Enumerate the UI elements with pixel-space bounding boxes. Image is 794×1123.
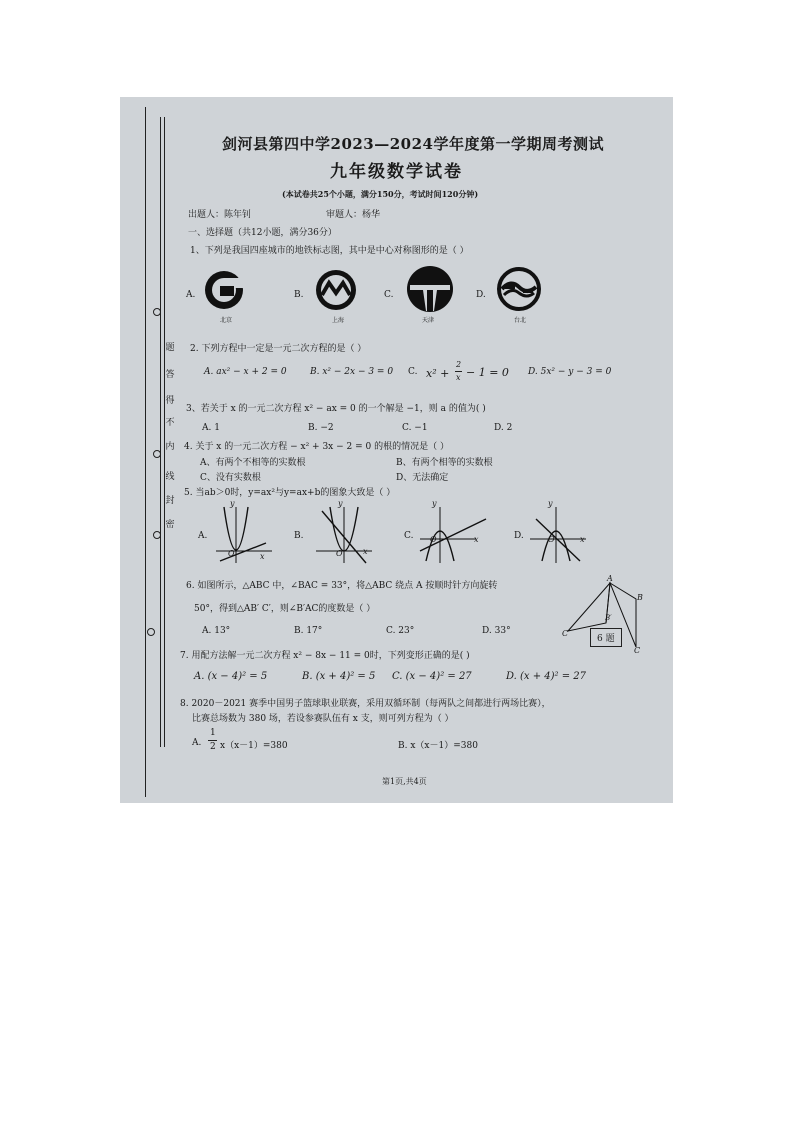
section-title: 一、选择题（共12小题，满分36分） <box>188 228 337 238</box>
q1-caption-tianjin: 天津 <box>422 317 435 324</box>
exam-title: 九年级数学试卷 <box>330 162 463 182</box>
q2-option-c-num: 2 <box>456 360 462 369</box>
q5-d-origin: O <box>548 535 555 544</box>
q6-point-c-prime: C′ <box>562 629 570 638</box>
q6-option-c: C. 23° <box>386 626 415 636</box>
q3-option-c: C. −1 <box>402 423 428 433</box>
binding-char: 不 <box>165 418 175 428</box>
exam-paper <box>120 97 673 803</box>
q5-c-x-label: x <box>474 535 479 544</box>
binding-dashed-line <box>164 117 165 747</box>
q7-option-d: D. (x + 4)² = 27 <box>506 671 587 682</box>
q5-a-x-label: x <box>260 552 265 561</box>
binding-char: 得 <box>165 396 175 406</box>
q7-option-c: C. (x − 4)² = 27 <box>392 671 472 682</box>
q8-option-a-den: 2 <box>210 742 216 752</box>
fraction-bar <box>455 371 462 372</box>
q5-d-x-label: x <box>580 535 585 544</box>
binding-char: 题 <box>165 343 175 353</box>
q5-option-b: B. <box>294 531 304 541</box>
q4-option-d: D、无法确定 <box>396 473 449 483</box>
binding-inner-line <box>160 117 161 747</box>
binding-char: 密 <box>165 520 175 530</box>
q5-option-a: A. <box>198 531 208 541</box>
q3-stem: 3、若关于 x 的一元二次方程 x² − ax = 0 的一个解是 −1，则 a 的值为( ) <box>186 404 486 414</box>
q7-stem: 7. 用配方法解一元二次方程 x² − 8x − 11 = 0时，下列变形正确的是( ) <box>180 651 470 661</box>
q3-option-d: D. 2 <box>494 423 513 433</box>
binding-outer-line <box>145 107 146 797</box>
q2-option-a: A. ax² − x + 2 = 0 <box>204 367 287 377</box>
binding-ring-2 <box>153 450 161 458</box>
exam-page-photo <box>120 97 673 803</box>
q6-option-a: A. 13° <box>202 626 231 636</box>
q5-c-origin: O <box>430 535 437 544</box>
q8-stem-2: 比赛总场数为 380 场，若设参赛队伍有 x 支，则可列方程为（ ） <box>192 714 454 724</box>
q1-stem: 1、下列是我国四座城市的地铁标志图，其中是中心对称图形的是（ ） <box>190 246 469 256</box>
q5-stem: 5. 当ab＞0时，y=ax²与y=ax+b的图象大致是（ ） <box>184 488 396 498</box>
q6-figure-label: 6 题 <box>590 628 622 647</box>
binding-char: 内 <box>165 442 175 452</box>
q2-option-c-label: C. <box>408 367 418 377</box>
q1-option-d: D. <box>476 290 486 300</box>
exam-note: (本试卷共25个小题，满分150分，考试时间120分钟) <box>282 189 479 199</box>
binding-char: 答 <box>165 370 175 380</box>
binding-char: 封 <box>165 496 175 506</box>
binding-ring-4 <box>147 628 155 636</box>
binding-ring-3 <box>153 531 161 539</box>
q7-option-b: B. (x + 4)² = 5 <box>302 671 376 682</box>
binding-ring-1 <box>153 308 161 316</box>
q4-stem: 4. 关于 x 的一元二次方程 − x² + 3x − 2 = 0 的根的情况是（ ） <box>184 442 449 452</box>
q5-option-c: C. <box>404 531 414 541</box>
school-title: 剑河县第四中学2023—2024学年度第一学期周考测试 <box>222 135 604 153</box>
q2-option-c-left: x² + <box>426 367 450 380</box>
q1-caption-shanghai: 上海 <box>332 317 345 324</box>
q5-b-origin: O <box>336 549 343 558</box>
q1-option-c: C. <box>384 290 394 300</box>
q5-d-y-label: y <box>548 499 553 508</box>
q8-option-a-num: 1 <box>210 728 216 738</box>
q5-a-origin: O <box>228 549 235 558</box>
q4-option-b: B、有两个相等的实数根 <box>396 458 493 468</box>
binding-char: 线 <box>165 472 175 482</box>
q6-option-d: D. 33° <box>482 626 511 636</box>
q8-option-a-label: A. <box>192 738 202 748</box>
q5-option-d: D. <box>514 531 524 541</box>
q3-option-b: B. −2 <box>308 423 334 433</box>
q8-stem: 8. 2020－2021 赛季中国男子篮球职业联赛，采用双循环制（每两队之间都进行两场比赛）， <box>180 699 551 709</box>
q7-option-a: A. (x − 4)² = 5 <box>194 671 268 682</box>
q2-option-b: B. x² − 2x − 3 = 0 <box>310 367 394 377</box>
beijing-metro-logo-icon <box>202 270 254 314</box>
q6-stem: 6. 如图所示，△ABC 中，∠BAC = 33°，将△ABC 绕点 A 按顺时针方向旋转 <box>186 581 498 591</box>
q5-b-x-label: x <box>363 547 368 556</box>
q6-point-b: B <box>637 593 643 602</box>
q5-graph-a <box>216 505 276 565</box>
q6-point-c: C <box>634 646 641 655</box>
q5-a-y-label: y <box>230 499 235 508</box>
fraction-bar <box>208 740 217 741</box>
q1-caption-taipei: 台北 <box>514 317 527 324</box>
q1-option-a: A. <box>186 290 196 300</box>
q1-caption-beijing: 北京 <box>220 317 233 324</box>
q6-point-b-prime: B′ <box>605 614 612 622</box>
q8-option-b: B. x（x－1）=380 <box>398 741 478 751</box>
author: 出题人：陈年钊 <box>188 210 252 220</box>
q5-b-y-label: y <box>338 499 343 508</box>
q5-c-y-label: y <box>432 499 437 508</box>
shanghai-metro-logo-icon <box>314 269 364 313</box>
q6-stem-2: 50°，得到△AB′ C′，则∠B′AC的度数是（ ） <box>194 604 376 614</box>
q4-option-a: A、有两个不相等的实数根 <box>200 458 306 468</box>
q2-option-d: D. 5x² − y − 3 = 0 <box>528 367 612 377</box>
q8-option-a-rest: x（x－1）=380 <box>220 741 288 751</box>
q5-graph-b <box>316 505 376 565</box>
q2-option-c-right: − 1 = 0 <box>466 366 509 379</box>
q6-point-a: A <box>607 574 613 583</box>
q1-option-b: B. <box>294 290 304 300</box>
q2-stem: 2. 下列方程中一定是一元二次方程的是（ ） <box>190 344 367 354</box>
q2-option-c-den: x <box>456 373 461 382</box>
q4-option-c: C、没有实数根 <box>200 473 261 483</box>
q3-option-a: A. 1 <box>202 423 220 433</box>
reviewer: 审题人：杨华 <box>326 210 381 220</box>
taipei-metro-logo-icon <box>496 267 546 313</box>
q6-option-b: B. 17° <box>294 626 323 636</box>
tianjin-metro-logo-icon <box>406 265 456 313</box>
page-footer: 第1页,共4页 <box>382 777 427 786</box>
